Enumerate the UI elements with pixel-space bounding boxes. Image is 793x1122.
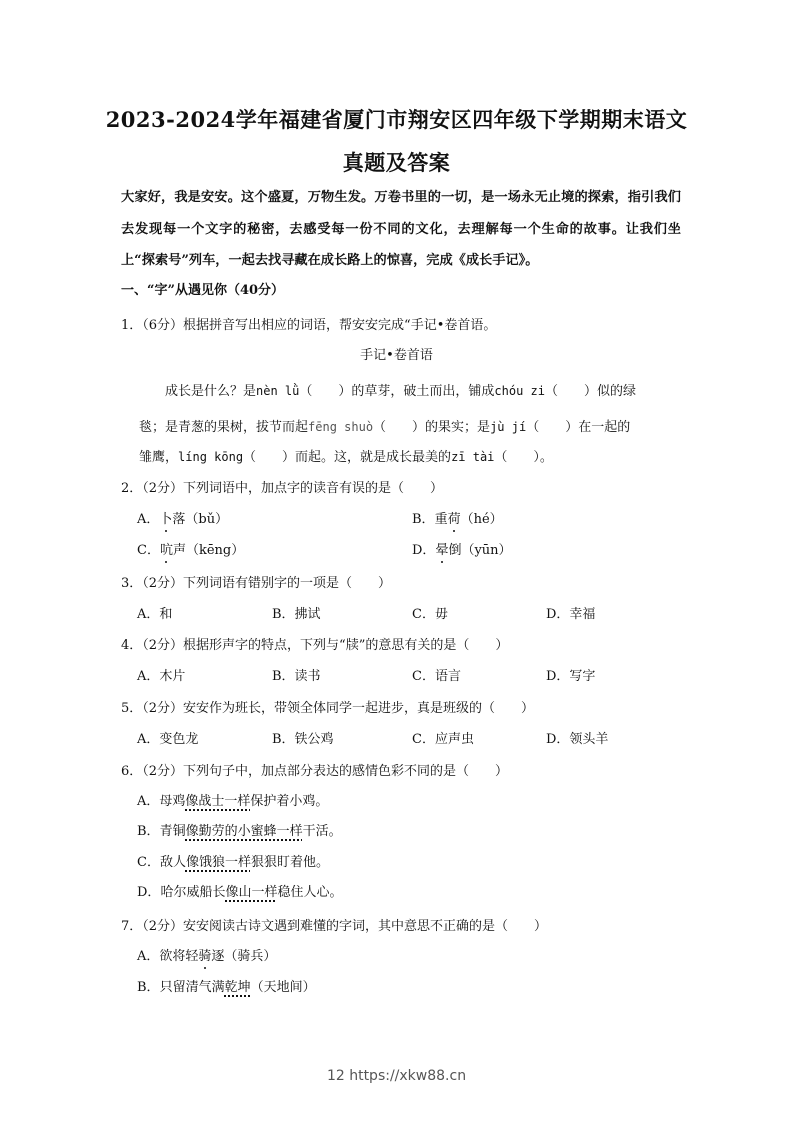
- q5-option-c: C．应声虫: [412, 732, 474, 747]
- q4-option-d: D．写字: [546, 669, 596, 684]
- q4-option-c: C．语言: [412, 669, 461, 684]
- dotted-char: 吭: [160, 539, 173, 558]
- q6-stem: 6．（2分）下列句子中，加点部分表达的感情色彩不同的是（ ）: [121, 764, 509, 779]
- option-label: C．: [137, 855, 160, 870]
- option-text: 敌人: [159, 855, 186, 870]
- q2-stem: 2．（2分）下列词语中，加点字的读音有误的是（ ）: [121, 481, 444, 496]
- option-label: A．: [137, 512, 160, 527]
- q6-option-b: [137, 820, 342, 839]
- option-text: （天地间）: [250, 980, 316, 995]
- option-text: 母鸡: [159, 794, 186, 809]
- dotted-char: 晕: [435, 539, 448, 558]
- q2-option-a: [137, 508, 228, 527]
- option-text: 狠狠盯着他。: [250, 855, 329, 870]
- option-text: 欲将轻: [159, 949, 199, 964]
- option-text: （hé）: [460, 512, 503, 527]
- q1-line1: [165, 380, 636, 399]
- q4-stem: 4．（2分）根据形声字的特点，下列与“牍”的意思有关的是（ ）: [121, 638, 509, 653]
- q5-option-b: B．铁公鸡: [272, 732, 334, 747]
- pinyin: chóu zi: [494, 384, 545, 398]
- q3-option-d: D．幸福: [546, 607, 596, 622]
- option-label: D．: [412, 543, 436, 558]
- dotted-phrase: 像战士一样: [185, 794, 251, 809]
- option-text: 逐（骑兵）: [211, 949, 277, 964]
- option-text: 落（bǔ）: [172, 512, 229, 527]
- q1-blank-text: （ ）。: [494, 450, 553, 465]
- option-label: A．: [137, 794, 160, 809]
- option-text: 声（kēng）: [172, 543, 245, 558]
- q1-blank-text: （ ）的草芽，破土而出，铺成: [299, 384, 495, 399]
- pinyin: líng kōng: [178, 450, 244, 464]
- q1-text: 毯；是青葱的果树，拔节而起: [139, 420, 309, 435]
- option-label: A．: [137, 949, 160, 964]
- q3-option-c: C．毋: [412, 607, 448, 622]
- option-text: 重: [434, 512, 448, 527]
- dotted-phrase: 像饿狼一样: [185, 855, 251, 870]
- dotted-char: 骑: [198, 945, 211, 964]
- option-label: D．: [137, 885, 161, 900]
- q1-subtitle: 手记•卷首语: [360, 348, 433, 363]
- q6-option-a: [137, 790, 328, 809]
- q7-option-b: [137, 976, 316, 995]
- q1-blank-text: （ ）在一起的: [526, 420, 631, 435]
- q1-text: 雏鹰，: [139, 450, 179, 465]
- q2-option-d: [412, 539, 512, 558]
- q7-stem: 7．（2分）安安阅读古诗文遇到难懂的字词，其中意思不正确的是（ ）: [121, 919, 548, 934]
- q2-option-c: [137, 539, 244, 558]
- q4-option-a: A．木片: [137, 669, 186, 684]
- q5-option-a: A．变色龙: [137, 732, 199, 747]
- section-heading: 一、“字”从遇见你（40分）: [121, 283, 285, 298]
- q1-text: 成长是什么？是: [165, 384, 257, 399]
- q1-line2: [139, 416, 630, 435]
- option-label: B．: [412, 512, 435, 527]
- option-text: 青铜: [159, 824, 186, 839]
- dotted-phrase: 像勤劳的小蜜蜂一样: [185, 824, 303, 839]
- option-text: 稳住人心。: [277, 885, 343, 900]
- option-text: 保护着小鸡。: [250, 794, 329, 809]
- option-text: 干活。: [302, 824, 342, 839]
- q6-option-d: [137, 881, 342, 900]
- dotted-char: 卜: [159, 508, 172, 527]
- q5-stem: 5．（2分）安安作为班长，带领全体同学一起进步，真是班级的（ ）: [121, 701, 535, 716]
- q5-option-d: D．领头羊: [546, 732, 609, 747]
- option-text: 倒（yūn）: [448, 543, 512, 558]
- dotted-char: 荷: [448, 508, 461, 527]
- q1-blank-text: （ ）似的绿: [544, 384, 636, 399]
- page-footer-link[interactable]: 12 https://xkw88.cn: [326, 1068, 467, 1084]
- q3-option-b: B．拂试: [272, 607, 321, 622]
- q1-line3: [139, 446, 553, 465]
- q7-option-a: [137, 945, 276, 964]
- q6-option-c: [137, 851, 329, 870]
- pinyin: fēng shuò: [308, 420, 374, 434]
- option-label: C．: [137, 543, 160, 558]
- q1-stem: 1．（6分）根据拼音写出相应的词语，帮安安完成“手记•卷首语。: [121, 318, 497, 333]
- pinyin: zī tài: [451, 450, 495, 464]
- option-label: B．: [137, 824, 160, 839]
- q3-stem: 3．（2分）下列词语有错别字的一项是（ ）: [121, 576, 392, 591]
- option-text: 哈尔威船长: [160, 885, 226, 900]
- pinyin: nèn lǜ: [256, 384, 300, 398]
- q2-option-b: [412, 508, 503, 527]
- q1-blank-text: （ ）的果实；是: [373, 420, 491, 435]
- q3-option-a: A．和: [137, 607, 173, 622]
- dotted-phrase: 像山一样: [225, 885, 278, 900]
- document-title-line1: 2023-2024学年福建省厦门市翔安区四年级下学期期末语文: [105, 107, 688, 132]
- dotted-phrase: 乾坤: [224, 980, 251, 995]
- pinyin: jù jí: [490, 420, 527, 434]
- q1-blank-text: （ ）而起。这，就是成长最美的: [243, 450, 452, 465]
- option-text: 只留清气满: [159, 980, 225, 995]
- q4-option-b: B．读书: [272, 669, 321, 684]
- intro-paragraph: 大家好，我是安安。这个盛夏，万物生发。万卷书里的一切，是一场永无止境的探索，指引我们去发现每一个文字的秘密，去感受每一份不同的文化，去理解每一个生命的故事。让我们坐上“探索号”列车，一起去找寻藏在成长路上的惊喜，完成《成长手记》。: [121, 190, 681, 268]
- option-label: B．: [137, 980, 160, 995]
- document-title-line2: 真题及答案: [342, 150, 451, 175]
